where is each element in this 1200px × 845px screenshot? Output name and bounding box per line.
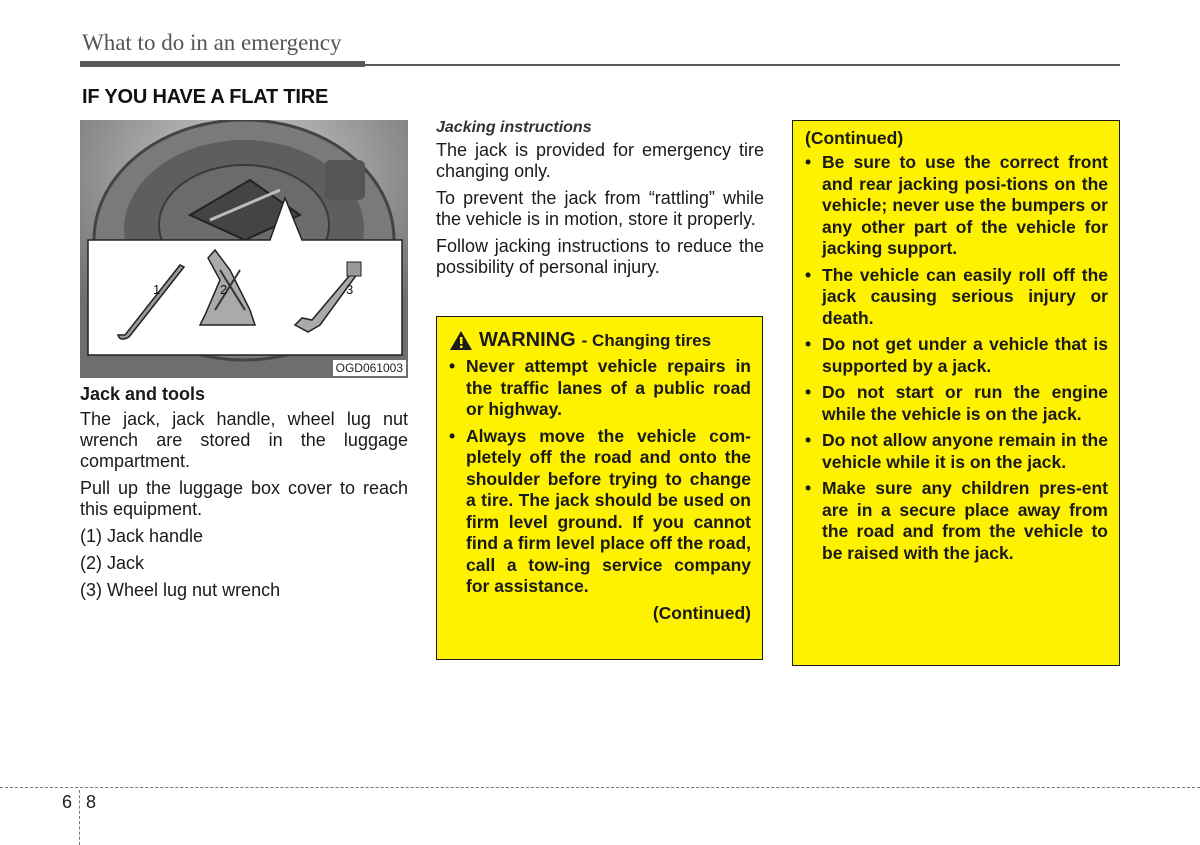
warning-bullets (449, 356, 751, 598)
list-item: (3) Wheel lug nut wrench (80, 580, 281, 600)
bullet-icon: • (805, 334, 812, 354)
paragraph: To prevent the jack from “rattling” while the vehicle is in motion, store it properly. (436, 188, 764, 229)
bullet-icon: • (805, 430, 812, 450)
list-item (805, 152, 1108, 260)
list-item (805, 478, 1108, 564)
list-item (805, 334, 1108, 377)
continued-label: (Continued) (652, 602, 751, 623)
warning-title (449, 329, 751, 352)
list-item: (1) Jack handle (80, 526, 204, 546)
warning-word: WARNING (479, 329, 576, 351)
header-rule (80, 61, 365, 67)
warning-triangle-icon (449, 330, 473, 351)
paragraph: Pull up the luggage box cover to reach this equipment. (80, 478, 408, 519)
section-title: IF YOU HAVE A FLAT TIRE (82, 86, 329, 108)
chapter-number: 6 (62, 792, 73, 812)
continued-heading: (Continued) (805, 128, 904, 148)
footer-vertical-divider (79, 790, 80, 845)
warning-subtitle: - Changing tires (581, 330, 712, 350)
left-column (80, 384, 408, 607)
bullet-text: Make sure any children pres-ent are in a secure place away from the road and from the vehicle to be raised with the jack. (822, 478, 1108, 563)
bullet-text: The vehicle can easily roll off the jack causing serious injury or death. (822, 264, 1108, 328)
bullet-icon: • (449, 425, 456, 446)
header-rule-thin (365, 64, 1120, 66)
bullet-text: Never attempt vehicle repairs in the traffic lanes of a public road or highway. (466, 356, 751, 419)
list-item (805, 382, 1108, 425)
list-item (805, 430, 1108, 473)
middle-column (436, 117, 764, 284)
bullet-text: Always move the vehicle com-pletely off the road and onto the shoulder before trying to change a tire. The jack should be used on firm level ground. If you cannot find a firm level place off the road, call a tow-ing service company for assistance. (466, 425, 751, 596)
list-item (449, 356, 751, 421)
jack-tools-heading: Jack and tools (80, 384, 206, 404)
paragraph: Follow jacking instructions to reduce the possibility of personal injury. (436, 236, 764, 277)
bullet-text: Be sure to use the correct front and rear jacking posi-tions on the vehicle; never use the bumpers or any other part of the vehicle for jacking support. (822, 152, 1108, 258)
figure-illustration (80, 120, 408, 378)
bullet-icon: • (805, 478, 812, 498)
figure-code: OGD061003 (333, 360, 406, 376)
callout-1: 1 (153, 282, 161, 297)
bullet-text: Do not allow anyone remain in the vehicle while it is on the jack. (822, 430, 1108, 472)
page-number: 8 (86, 792, 97, 812)
header-title: What to do in an emergency (82, 30, 342, 55)
paragraph: The jack is provided for emergency tire changing only. (436, 140, 764, 181)
bullet-icon: • (805, 382, 812, 402)
bullet-icon: • (449, 356, 456, 376)
bullet-icon: • (805, 152, 812, 172)
bullet-text: Do not start or run the engine while the vehicle is on the jack. (822, 382, 1108, 424)
list-item: (2) Jack (80, 553, 145, 573)
continued-warning-box (792, 120, 1120, 666)
list-item (805, 265, 1108, 330)
list-item (449, 426, 751, 598)
footer-divider (0, 787, 1200, 788)
warning-box (436, 316, 763, 660)
callout-3: 3 (346, 282, 354, 297)
jacking-instructions-heading: Jacking instructions (436, 119, 592, 136)
continued-bullets (805, 152, 1108, 564)
paragraph: The jack, jack handle, wheel lug nut wrench are stored in the luggage compartment. (80, 409, 408, 471)
jack-tools-figure (80, 120, 408, 378)
bullet-icon: • (805, 264, 812, 285)
bullet-text: Do not get under a vehicle that is supported by a jack. (822, 334, 1108, 376)
callout-2: 2 (220, 282, 228, 297)
